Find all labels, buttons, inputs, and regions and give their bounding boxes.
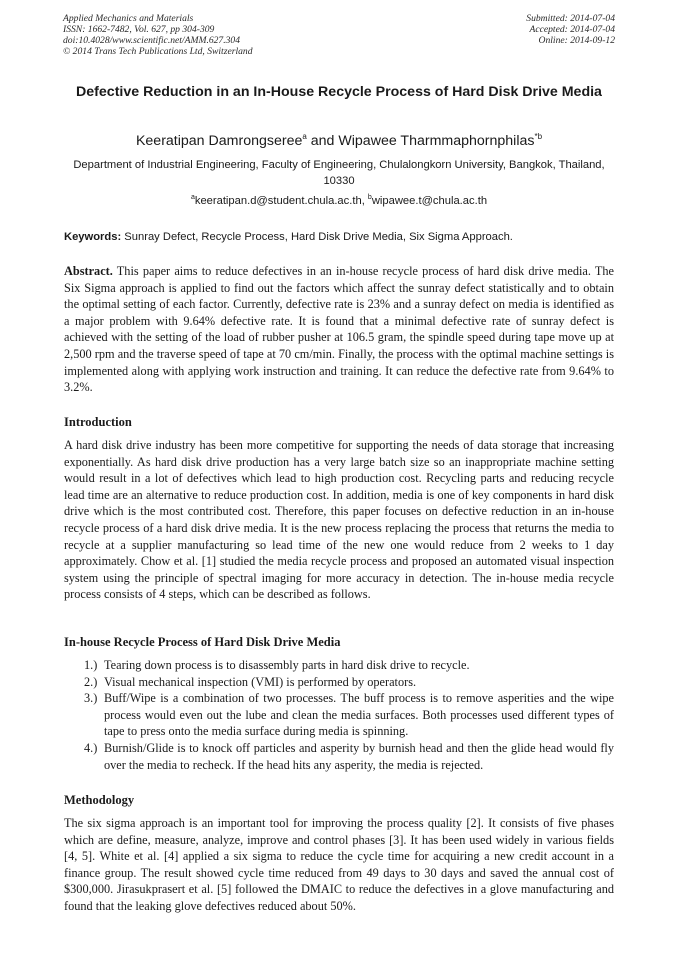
keywords [64, 230, 614, 244]
recycle-steps-list [64, 657, 614, 773]
accepted-date: Accepted: 2014-07-04 [529, 23, 615, 35]
journal-copyright: © 2014 Trans Tech Publications Ltd, Switzerland [63, 45, 253, 57]
journal-info [63, 14, 253, 58]
author-list [64, 132, 614, 150]
email-2: wipawee.t@chula.ac.th [371, 195, 488, 207]
keywords-label: Keywords: [64, 231, 122, 243]
step-number: 3.) [84, 691, 98, 706]
list-item [64, 740, 614, 773]
step-number: 4.) [84, 740, 98, 755]
step-text: Visual mechanical inspection (VMI) is performed by operators. [104, 674, 417, 689]
step-number: 1.) [84, 658, 98, 672]
keywords-text: Sunray Defect, Recycle Process, Hard Disk Drive Media, Six Sigma Approach. [121, 231, 513, 243]
step-text: Burnish/Glide is to knock off particles and asperity by burnish head and then the glide head would fly over the media to recheck. If the head hits any asperity, the media is rejected. [104, 740, 614, 772]
abstract-text: This paper aims to reduce defectives in an in-house recycle process of hard disk drive media. The Six Sigma approach is applied to find out the factors which affect the sunray defect statistically and to obtain the optimal setting of each factor. Currently, defective rate is 23% and a sunray defect on media is identified as a major problem with 9.64% defective rate. It is found that a minimal defective rate of sunray defect is achieved with the setting of the load of rubber pusher at 106.5 gram, the spindle speed during tape move up at 2,500 rpm and the traverse speed of tape at 70 cm/min. Finally, the process with the optimal machine settings is implemented along with applying work instruction and training. It can reduce the defective rate from 9.64% to 3.2%. [64, 264, 614, 395]
author-joiner: and [306, 133, 339, 149]
step-number: 2.) [84, 674, 98, 689]
email-2-mark: b [367, 194, 372, 201]
affiliation: Department of Industrial Engineering, Faculty of Engineering, Chulalongkorn University, Bangkok, Thailand, 10330 [73, 159, 605, 187]
journal-name: Applied Mechanics and Materials [63, 13, 194, 24]
submission-dates [526, 14, 615, 47]
email-1: keeratipan.d@student.chula.ac.th [194, 195, 362, 207]
author-2: Wipawee Tharmmaphornphilas [338, 133, 535, 149]
author-2-affil-mark: *b [534, 132, 543, 141]
abstract-label: Abstract. [64, 264, 113, 278]
abstract [64, 263, 614, 396]
methodology-heading: Methodology [64, 793, 135, 807]
email-list [64, 194, 614, 208]
paper-title: Defective Reduction in an In-House Recycle Process of Hard Disk Drive Media [76, 84, 602, 100]
step-text: Tearing down process is to disassembly parts in hard disk drive to recycle. [104, 658, 470, 672]
author-1: Keeratipan Damrongseree [135, 133, 303, 149]
journal-doi: doi:10.4028/www.scientific.net/AMM.627.304 [63, 34, 241, 46]
introduction-heading: Introduction [64, 415, 132, 429]
methodology-text: The six sigma approach is an important tool for improving the process quality [2]. It consists of five phases which are define, measure, analyze, improve and control phases [3]. It has been used widely in various fields [4, 5]. White et al. [4] applied a six sigma to reduce the cycle time for acquiring a new credit account in a finance group. The result showed cycle time reduced from 49 days to 30 days and saved the annual cost of $300,000. Jirasukprasert et al. [5] followed the DMAIC to reduce the defectives in a glove manufacturing and found that the leaking glove defectives reduced about 50%. [64, 816, 614, 913]
step-text: Buff/Wipe is a combination of two processes. The buff process is to remove asperities and the wipe process would even out the lube and clean the media surfaces. Both processes used different types of tape to press onto the media surface during media is spinning. [104, 691, 614, 739]
list-item [64, 657, 614, 674]
journal-issn: ISSN: 1662-7482, Vol. 627, pp 304-309 [63, 23, 215, 35]
submitted-date: Submitted: 2014-07-04 [526, 13, 615, 24]
list-item [64, 674, 614, 691]
recycle-process-heading: In-house Recycle Process of Hard Disk Drive Media [64, 635, 341, 649]
introduction-text: A hard disk drive industry has been more competitive for supporting the needs of data storage that increasing exponentially. As hard disk drive production has a very large batch size so an inappropriate machine setting would result in a lot of defectives which lead to high production cost. Recycling parts and reducing recycle lead time are an alternative to reduce production cost. In addition, media is one of key components in hard disk drive which is the most contributed cost. Therefore, this paper focuses on defective reduction in an in-house recycle process of a hard disk drive media. It is the new process replacing the process that returns the media to recycle at a supplier manufacturing so lead time of the new one would reduce from 2 weeks to 1 day approximately. Chow et al. [1] studied the media recycle process and proposed an automated visual inspection system using the principle of spectral imaging for more accuracy in detection. The in-house media recycle process consists of 4 steps, which can be described as follows. [64, 438, 614, 602]
list-item [64, 690, 614, 740]
online-date: Online: 2014-09-12 [538, 34, 615, 46]
author-1-affil-mark: a [302, 132, 307, 141]
email-1-mark: a [190, 194, 195, 201]
email-separator: , [361, 195, 368, 207]
